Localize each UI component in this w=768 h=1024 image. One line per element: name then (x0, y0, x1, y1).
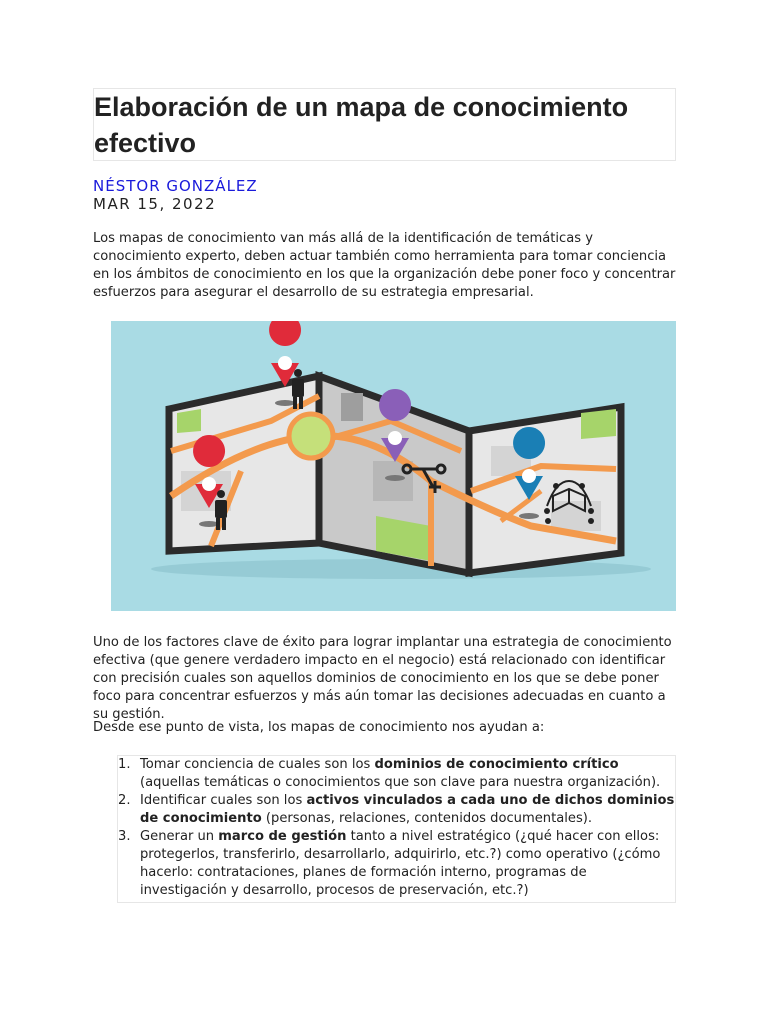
body-paragraph: Uno de los factores clave de éxito para lograr implantar una estrategia de conocimiento efectiva (que genere verdadero impacto en el negocio) está relacionado con identificar con precisión cuales son aquellos dominios de conocimiento en los que se debe poner foco para concentrar esfuerzos y más aún tomar las decisiones adecuadas en cuanto a su gestión. (93, 635, 672, 722)
intro-paragraph: Los mapas de conocimiento van más allá de la identificación de temáticas y conocimiento experto, deben actuar también como herramienta para tomar conciencia en los ámbitos de conocimiento en los que la organización debe poner foco y concentrar esfuerzos para asegurar el desarrollo de su estrategia empresarial. (93, 231, 676, 300)
list-item: 1. Tomar conciencia de cuales son los dominios de conocimiento crítico (aquellas temáticas o conocimientos que son clave para nuestra organización). (118, 757, 661, 790)
list-item-highlight: dominios de conocimiento crítico (374, 757, 619, 772)
list-item-highlight: marco de gestión (218, 829, 347, 844)
list-item-highlight: activos vinculados a cada uno de dichos dominios de conocimiento (140, 793, 675, 826)
list-number: 3. (118, 829, 131, 844)
list-number: 2. (118, 793, 131, 808)
list-number: 1. (118, 757, 131, 772)
publish-date: MAR 15, 2022 (93, 195, 217, 213)
lead-paragraph: Desde ese punto de vista, los mapas de conocimiento nos ayudan a: (93, 720, 545, 735)
list-item: 2. Identificar cuales son los activos vinculados a cada uno de dichos dominios de conocimiento (personas, relaciones, contenidos documentales). (118, 793, 675, 826)
map-illustration (111, 321, 676, 611)
article-title (93, 88, 676, 161)
list-item: 3. Generar un marco de gestión tanto a nivel estratégico (¿qué hacer con ellos: protegerlos, transferirlo, desarrollarlo, adquirirlo, etc.?) como operativo (¿cómo hacerlo: contrataciones, planes de formación interno, programas de investigación y desarrollo, procesos de preservación, etc.?) (118, 829, 661, 898)
benefits-list (117, 755, 676, 903)
article-title-line-1: Elaboración de un mapa de conocimiento (94, 92, 629, 122)
article-title-line-2: efectivo (94, 128, 197, 158)
author-link[interactable]: NÉSTOR GONZÁLEZ (93, 177, 258, 195)
folded-map-icon (111, 321, 676, 611)
